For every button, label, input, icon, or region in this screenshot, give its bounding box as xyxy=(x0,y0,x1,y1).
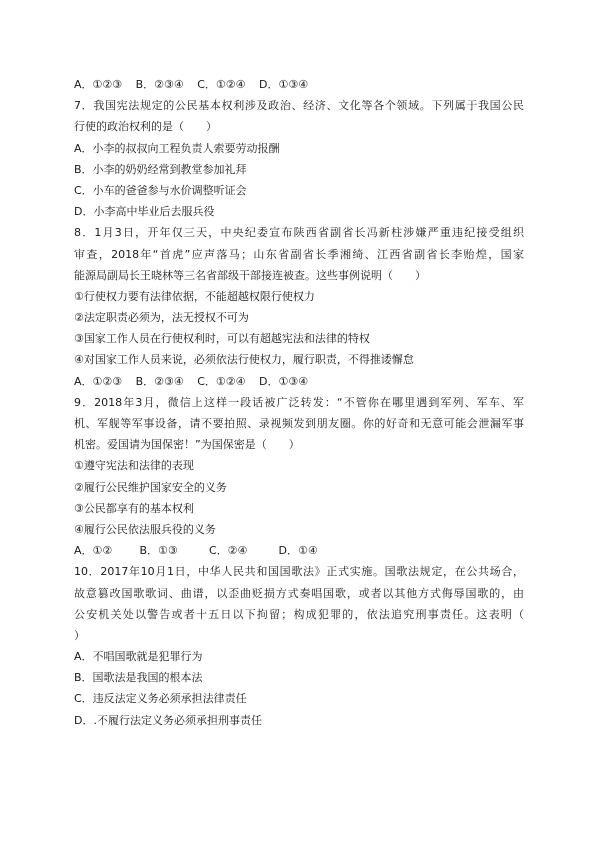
option-a: A．①②③ xyxy=(74,78,123,91)
q7-stem-line-1: 7．我国宪法规定的公民基本权利涉及政治、经济、文化等各个领域。下列属于我国公民 xyxy=(74,99,524,113)
q9-statement-4: ④履行公民依法服兵役的义务 xyxy=(74,522,216,536)
option-b: B．②③④ xyxy=(135,374,184,388)
exam-page xyxy=(74,74,524,731)
q9-statement-1: ①遵守宪法和法律的表现 xyxy=(74,459,194,473)
q8-statement-4: ④对国家工作人员来说，必须依法行使权力，履行职责，不得推诿懈怠 xyxy=(74,353,414,367)
option-c: C．①②④ xyxy=(197,374,246,388)
option-d: D．①③④ xyxy=(259,374,309,388)
option-a: A．①② xyxy=(74,544,113,558)
q9-statement-2: ②履行公民维护国家安全的义务 xyxy=(74,480,227,494)
option-c: C．①②④ xyxy=(197,78,246,91)
q10-option-a: A．不唱国歌就是犯罪行为 xyxy=(74,650,203,664)
q10-stem-line-4: ） xyxy=(74,628,85,642)
q8-stem-line-3: 能源局副局长王晓林等三名省部级干部接连被查。这些事例说明（ ） xyxy=(74,268,426,282)
option-d: D．①③④ xyxy=(259,78,309,91)
q7-stem-line-2: 行使的政治权利的是（ ） xyxy=(74,120,217,134)
q9-answer-options xyxy=(74,540,524,561)
q7-option-c: C．小车的爸爸参与水价调整听证会 xyxy=(74,183,247,197)
q10-option-b: B．国歌法是我国的根本法 xyxy=(74,671,203,685)
q8-statement-1: ①行使权力要有法律依据，不能超越权限行使权力 xyxy=(74,289,315,303)
q8-answer-options xyxy=(74,371,524,392)
q9-stem-line-2: 机、军舰等军事设备，请不要拍照、录视频发到朋友圈。你的好奇和无意可能会泄漏军事 xyxy=(74,417,524,430)
q10-stem-line-2: 故意篡改国歌歌词、曲谱，以歪曲贬损方式奏唱国歌，或者以其他方式侮辱国歌的，由 xyxy=(74,586,524,600)
q9-stem-line-3: 机密。爱国请为国保密！”为国保密是（ ） xyxy=(74,438,300,452)
q10-option-c: C．违反法定义务必须承担法律责任 xyxy=(74,692,247,706)
q9-stem-line-1: 9．2018年3月，微信上这样一段话被广泛转发：“不管你在哪里遇到军列、军车、军 xyxy=(74,395,524,409)
q7-option-b: B．小李的奶奶经常到教堂参加礼拜 xyxy=(74,162,247,176)
q7-option-d: D．小李高中毕业后去服兵役 xyxy=(74,205,215,219)
q10-option-d: D．.不履行法定义务必须承担刑事责任 xyxy=(74,713,262,727)
option-a: A．①②③ xyxy=(74,374,123,388)
q7-option-a: A．小李的叔叔向工程负责人索要劳动报酬 xyxy=(74,141,280,155)
q10-stem-line-1: 10．2017年10月1日，中华人民共和国国歌法》正式实施。国歌法规定，在公共场合， xyxy=(74,565,524,579)
option-b: B．①③ xyxy=(139,544,178,558)
prev-answer-options xyxy=(74,74,524,95)
q9-statement-3: ③公民都享有的基本权利 xyxy=(74,501,194,515)
option-b: B．②③④ xyxy=(135,78,184,91)
option-c: C．②④ xyxy=(209,544,248,558)
q8-statement-2: ②法定职责必须为，法无授权不可为 xyxy=(74,311,249,325)
option-d: D．①④ xyxy=(278,544,318,558)
q8-stem-line-1: 8．1月3日，开年仅三天，中央纪委宣布陕西省副省长冯新柱涉嫌严重违纪接受组织 xyxy=(74,226,524,240)
q8-stem-line-2: 审查，2018年“首虎”应声落马；山东省副省长季湘绮、江西省副省长李贻煌，国家 xyxy=(74,247,524,261)
q8-statement-3: ③国家工作人员在行使权利时，可以有超越宪法和法律的特权 xyxy=(74,332,370,346)
q10-stem-line-3: 公安机关处以警告或者十五日以下拘留；构成犯罪的，依法追究刑事责任。这表明（ xyxy=(74,607,524,621)
